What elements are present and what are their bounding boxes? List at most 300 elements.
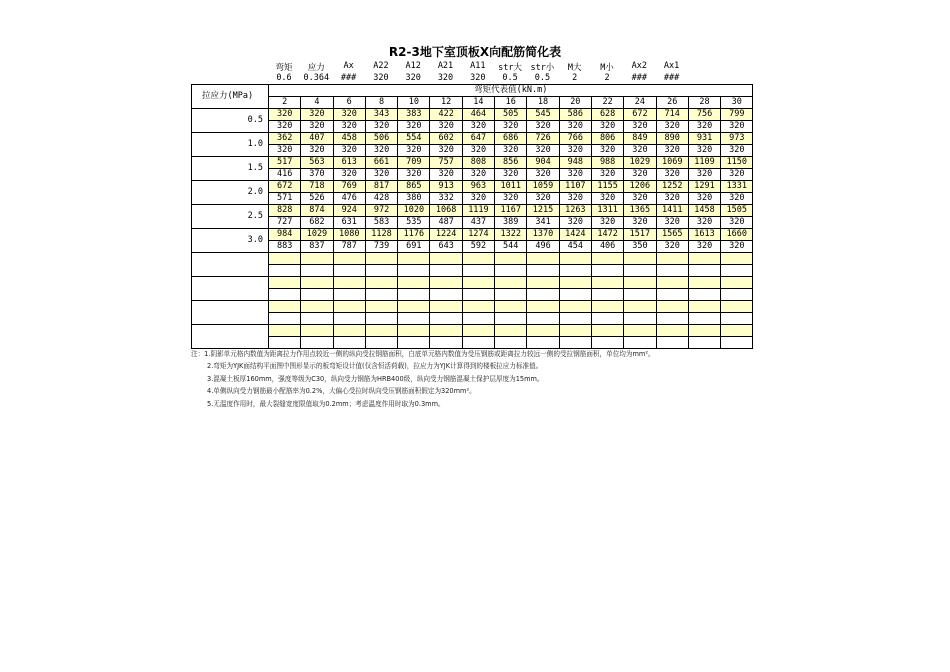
table-row [192, 229, 753, 241]
other-steel-cell: 320 [495, 145, 527, 157]
tension-steel-cell: 686 [495, 133, 527, 145]
empty-cell [624, 313, 656, 325]
other-steel-cell: 350 [624, 241, 656, 253]
tension-steel-cell: 1080 [333, 229, 365, 241]
empty-cell [591, 289, 623, 301]
other-steel-cell: 320 [624, 145, 656, 157]
empty-cell [430, 289, 462, 301]
other-steel-cell: 320 [688, 241, 720, 253]
empty-shaded-cell [721, 325, 753, 337]
empty-cell [591, 265, 623, 277]
tension-steel-cell: 1472 [591, 229, 623, 241]
other-steel-cell: 526 [301, 193, 333, 205]
tension-steel-cell: 924 [333, 205, 365, 217]
other-steel-cell: 320 [559, 217, 591, 229]
parameter-value: 0.364 [303, 73, 330, 83]
tension-steel-cell: 757 [430, 157, 462, 169]
reinforcement-table [191, 84, 753, 349]
parameter-label: Ax2 [631, 61, 647, 71]
empty-shaded-cell [559, 277, 591, 289]
empty-cell [495, 289, 527, 301]
other-steel-cell: 883 [269, 241, 301, 253]
other-steel-cell: 437 [462, 217, 494, 229]
table-row [192, 241, 753, 253]
tension-steel-cell: 407 [301, 133, 333, 145]
tension-steel-cell: 1150 [721, 157, 753, 169]
other-steel-cell: 320 [688, 193, 720, 205]
other-steel-cell: 320 [398, 121, 430, 133]
other-steel-cell: 583 [365, 217, 397, 229]
empty-shaded-cell [333, 253, 365, 265]
empty-shaded-cell [301, 301, 333, 313]
tension-steel-cell: 563 [301, 157, 333, 169]
other-steel-cell: 320 [430, 145, 462, 157]
stress-label: 2.5 [192, 205, 269, 229]
other-steel-cell: 320 [688, 169, 720, 181]
empty-cell [301, 265, 333, 277]
tension-steel-cell: 647 [462, 133, 494, 145]
other-steel-cell: 320 [721, 217, 753, 229]
tension-steel-cell: 948 [559, 157, 591, 169]
tension-steel-cell: 1263 [559, 205, 591, 217]
empty-shaded-cell [688, 325, 720, 337]
tension-steel-cell: 1011 [495, 181, 527, 193]
tension-steel-cell: 972 [365, 205, 397, 217]
parameter-value: ### [340, 73, 357, 83]
tension-steel-cell: 988 [591, 157, 623, 169]
parameter-value: 320 [405, 73, 421, 83]
other-steel-cell: 320 [333, 169, 365, 181]
empty-cell [269, 313, 301, 325]
empty-cell [398, 337, 430, 349]
stress-label-empty [192, 325, 269, 349]
empty-shaded-cell [527, 253, 559, 265]
empty-cell [430, 337, 462, 349]
parameter-label: A22 [373, 61, 389, 71]
empty-cell [333, 337, 365, 349]
empty-cell [656, 289, 688, 301]
empty-cell [495, 313, 527, 325]
other-steel-cell: 739 [365, 241, 397, 253]
empty-cell [688, 337, 720, 349]
parameter-value: 0.5 [534, 73, 551, 83]
empty-cell [269, 289, 301, 301]
tension-steel-cell: 756 [688, 109, 720, 121]
other-steel-cell: 389 [495, 217, 527, 229]
empty-cell [462, 337, 494, 349]
empty-shaded-cell [721, 253, 753, 265]
empty-shaded-cell [398, 277, 430, 289]
empty-cell [269, 265, 301, 277]
moment-header-cell: 28 [688, 97, 720, 109]
moment-header-cell: 18 [527, 97, 559, 109]
tension-steel-cell: 1274 [462, 229, 494, 241]
empty-shaded-cell [398, 253, 430, 265]
other-steel-cell: 496 [527, 241, 559, 253]
other-steel-cell: 320 [398, 169, 430, 181]
other-steel-cell: 535 [398, 217, 430, 229]
tension-steel-cell: 1068 [430, 205, 462, 217]
empty-shaded-cell [269, 325, 301, 337]
other-steel-cell: 320 [656, 217, 688, 229]
empty-cell [365, 289, 397, 301]
tension-steel-cell: 464 [462, 109, 494, 121]
tension-steel-cell: 1029 [624, 157, 656, 169]
parameter-value: 320 [437, 73, 454, 83]
empty-cell [333, 289, 365, 301]
table-row [192, 145, 753, 157]
empty-cell [624, 265, 656, 277]
other-steel-cell: 544 [495, 241, 527, 253]
table-row [192, 193, 753, 205]
empty-shaded-cell [688, 301, 720, 313]
empty-cell [656, 337, 688, 349]
table-row [192, 121, 753, 133]
other-steel-cell: 320 [688, 217, 720, 229]
moment-header-cell: 2 [269, 97, 301, 109]
parameter-value: 0.5 [502, 73, 518, 83]
tension-steel-cell: 806 [591, 133, 623, 145]
empty-cell [688, 265, 720, 277]
other-steel-cell: 320 [721, 169, 753, 181]
empty-shaded-cell [269, 301, 301, 313]
other-steel-cell: 320 [269, 121, 301, 133]
other-steel-cell: 454 [559, 241, 591, 253]
other-steel-cell: 320 [721, 241, 753, 253]
table-row [192, 181, 753, 193]
empty-shaded-cell [591, 325, 623, 337]
tension-steel-cell: 874 [301, 205, 333, 217]
empty-shaded-cell [495, 253, 527, 265]
empty-cell [721, 289, 753, 301]
tension-steel-cell: 709 [398, 157, 430, 169]
tension-steel-cell: 613 [333, 157, 365, 169]
tension-steel-cell: 1291 [688, 181, 720, 193]
other-steel-cell: 320 [527, 121, 559, 133]
parameter-label: M小 [600, 63, 614, 73]
moment-header-cell: 24 [624, 97, 656, 109]
empty-shaded-cell [591, 253, 623, 265]
tension-steel-cell: 1458 [688, 205, 720, 217]
other-steel-cell: 682 [301, 217, 333, 229]
empty-cell [462, 289, 494, 301]
other-steel-cell: 320 [559, 193, 591, 205]
table-row [192, 157, 753, 169]
tension-steel-cell: 1029 [301, 229, 333, 241]
tension-steel-cell: 628 [591, 109, 623, 121]
empty-shaded-cell [430, 277, 462, 289]
tension-steel-cell: 1365 [624, 205, 656, 217]
notes-block [191, 348, 655, 410]
other-steel-cell: 320 [721, 121, 753, 133]
other-steel-cell: 380 [398, 193, 430, 205]
empty-shaded-cell [624, 253, 656, 265]
tension-steel-cell: 849 [624, 133, 656, 145]
empty-shaded-cell [333, 325, 365, 337]
empty-cell [721, 265, 753, 277]
other-steel-cell: 320 [462, 193, 494, 205]
tension-steel-cell: 865 [398, 181, 430, 193]
parameter-value: 320 [470, 73, 486, 83]
tension-steel-cell: 904 [527, 157, 559, 169]
empty-cell [269, 337, 301, 349]
moment-header-cell: 4 [301, 97, 333, 109]
empty-shaded-cell [527, 301, 559, 313]
other-steel-cell: 370 [301, 169, 333, 181]
other-steel-cell: 332 [430, 193, 462, 205]
tension-steel-cell: 320 [301, 109, 333, 121]
other-steel-cell: 320 [365, 169, 397, 181]
tension-steel-cell: 766 [559, 133, 591, 145]
table-row [192, 109, 753, 121]
other-steel-cell: 476 [333, 193, 365, 205]
moment-header-cell: 22 [591, 97, 623, 109]
tension-steel-cell: 973 [721, 133, 753, 145]
other-steel-cell: 643 [430, 241, 462, 253]
tension-steel-cell: 1206 [624, 181, 656, 193]
other-steel-cell: 320 [333, 121, 365, 133]
table-row [192, 217, 753, 229]
parameter-value: ### [631, 73, 647, 83]
tension-steel-cell: 726 [527, 133, 559, 145]
tension-steel-cell: 799 [721, 109, 753, 121]
empty-shaded-cell [559, 301, 591, 313]
empty-shaded-cell [624, 277, 656, 289]
empty-cell [721, 313, 753, 325]
other-steel-cell: 320 [430, 169, 462, 181]
other-steel-cell: 406 [591, 241, 623, 253]
tension-steel-cell: 1059 [527, 181, 559, 193]
tension-steel-cell: 1331 [721, 181, 753, 193]
parameter-label: M大 [567, 63, 582, 73]
tension-steel-cell: 1613 [688, 229, 720, 241]
empty-shaded-cell [301, 325, 333, 337]
table-row [192, 133, 753, 145]
stress-label-empty [192, 301, 269, 325]
empty-cell [333, 313, 365, 325]
empty-shaded-cell [559, 253, 591, 265]
moment-header-cell: 26 [656, 97, 688, 109]
tension-steel-cell: 1155 [591, 181, 623, 193]
parameter-value: 0.6 [276, 73, 292, 83]
tension-steel-cell: 586 [559, 109, 591, 121]
tension-steel-cell: 602 [430, 133, 462, 145]
other-steel-cell: 571 [269, 193, 301, 205]
other-steel-cell: 320 [365, 145, 397, 157]
parameter-label: Ax1 [663, 61, 680, 71]
other-steel-cell: 320 [462, 145, 494, 157]
empty-shaded-cell [591, 301, 623, 313]
empty-cell [624, 289, 656, 301]
empty-cell [624, 337, 656, 349]
tension-steel-cell: 1505 [721, 205, 753, 217]
tension-steel-cell: 1411 [656, 205, 688, 217]
tension-steel-cell: 1565 [656, 229, 688, 241]
empty-shaded-cell [269, 253, 301, 265]
column-header: 弯矩代表值(kN.m) [269, 85, 753, 97]
empty-cell [301, 337, 333, 349]
table-row [192, 169, 753, 181]
other-steel-cell: 320 [721, 145, 753, 157]
other-steel-cell: 320 [591, 121, 623, 133]
other-steel-cell: 428 [365, 193, 397, 205]
row-header: 拉应力(MPa) [192, 85, 269, 109]
tension-steel-cell: 1517 [624, 229, 656, 241]
empty-cell [688, 289, 720, 301]
other-steel-cell: 320 [333, 145, 365, 157]
empty-shaded-cell [495, 277, 527, 289]
other-steel-cell: 487 [430, 217, 462, 229]
tension-steel-cell: 1322 [495, 229, 527, 241]
other-steel-cell: 320 [527, 169, 559, 181]
empty-cell [559, 337, 591, 349]
other-steel-cell: 320 [688, 145, 720, 157]
empty-cell [527, 313, 559, 325]
empty-shaded-cell [495, 301, 527, 313]
empty-shaded-cell [365, 253, 397, 265]
empty-cell [398, 313, 430, 325]
empty-cell [688, 313, 720, 325]
moment-header-cell: 14 [462, 97, 494, 109]
empty-cell [495, 265, 527, 277]
empty-shaded-cell [333, 301, 365, 313]
tension-steel-cell: 554 [398, 133, 430, 145]
tension-steel-cell: 931 [688, 133, 720, 145]
empty-shaded-cell [559, 325, 591, 337]
empty-shaded-cell [591, 277, 623, 289]
parameter-value: 320 [373, 73, 389, 83]
empty-shaded-cell [495, 325, 527, 337]
stress-label: 1.5 [192, 157, 269, 181]
other-steel-cell: 320 [462, 121, 494, 133]
tension-steel-cell: 817 [365, 181, 397, 193]
other-steel-cell: 787 [333, 241, 365, 253]
other-steel-cell: 320 [495, 193, 527, 205]
other-steel-cell: 320 [656, 193, 688, 205]
empty-cell [365, 337, 397, 349]
empty-cell [591, 337, 623, 349]
parameter-label: A12 [405, 61, 421, 71]
other-steel-cell: 320 [527, 145, 559, 157]
other-steel-cell: 320 [721, 193, 753, 205]
tension-steel-cell: 320 [269, 109, 301, 121]
other-steel-cell: 631 [333, 217, 365, 229]
parameter-label: str小 [530, 63, 555, 73]
empty-cell [656, 265, 688, 277]
empty-shaded-cell [398, 301, 430, 313]
other-steel-cell: 320 [624, 121, 656, 133]
other-steel-cell: 416 [269, 169, 301, 181]
empty-cell [527, 337, 559, 349]
tension-steel-cell: 545 [527, 109, 559, 121]
tension-steel-cell: 1311 [591, 205, 623, 217]
tension-steel-cell: 808 [462, 157, 494, 169]
tension-steel-cell: 1224 [430, 229, 462, 241]
other-steel-cell: 320 [591, 145, 623, 157]
tension-steel-cell: 1069 [656, 157, 688, 169]
other-steel-cell: 320 [656, 121, 688, 133]
parameter-label: A21 [437, 61, 454, 71]
empty-shaded-cell [462, 325, 494, 337]
parameter-value: ### [663, 73, 680, 83]
empty-cell [559, 313, 591, 325]
parameter-label: str大 [498, 63, 523, 73]
empty-cell [559, 265, 591, 277]
tension-steel-cell: 672 [624, 109, 656, 121]
tension-steel-cell: 672 [269, 181, 301, 193]
empty-shaded-cell [656, 325, 688, 337]
other-steel-cell: 320 [365, 121, 397, 133]
tension-steel-cell: 984 [269, 229, 301, 241]
tension-steel-cell: 890 [656, 133, 688, 145]
empty-cell [365, 265, 397, 277]
other-steel-cell: 837 [301, 241, 333, 253]
other-steel-cell: 320 [624, 193, 656, 205]
empty-shaded-cell [688, 277, 720, 289]
tension-steel-cell: 1128 [365, 229, 397, 241]
stress-label-empty [192, 253, 269, 277]
tension-steel-cell: 828 [269, 205, 301, 217]
tension-steel-cell: 714 [656, 109, 688, 121]
tension-steel-cell: 1370 [527, 229, 559, 241]
other-steel-cell: 320 [559, 121, 591, 133]
empty-shaded-cell [527, 325, 559, 337]
empty-shaded-cell [398, 325, 430, 337]
other-steel-cell: 320 [656, 145, 688, 157]
note-line: 4.单侧纵向受力钢筋最小配筋率为0.2%，大偏心受拉时纵向受压钢筋面积假定为320mm²。 [207, 387, 476, 396]
empty-cell [301, 313, 333, 325]
parameter-label: Ax [343, 61, 354, 71]
tension-steel-cell: 718 [301, 181, 333, 193]
other-steel-cell: 320 [591, 217, 623, 229]
moment-header-cell: 8 [365, 97, 397, 109]
stress-label: 1.0 [192, 133, 269, 157]
moment-header-cell: 12 [430, 97, 462, 109]
parameter-value: 2 [572, 73, 578, 83]
empty-shaded-cell [301, 253, 333, 265]
other-steel-cell: 341 [527, 217, 559, 229]
tension-steel-cell: 769 [333, 181, 365, 193]
tension-steel-cell: 1424 [559, 229, 591, 241]
other-steel-cell: 320 [656, 241, 688, 253]
parameter-label: 弯矩 [275, 63, 293, 73]
moment-header-cell: 30 [721, 97, 753, 109]
tension-steel-cell: 383 [398, 109, 430, 121]
empty-shaded-cell [333, 277, 365, 289]
empty-shaded-cell [430, 253, 462, 265]
tension-steel-cell: 1119 [462, 205, 494, 217]
other-steel-cell: 320 [591, 169, 623, 181]
tension-steel-cell: 1660 [721, 229, 753, 241]
moment-header-cell: 16 [495, 97, 527, 109]
empty-shaded-cell [430, 301, 462, 313]
other-steel-cell: 320 [591, 193, 623, 205]
empty-cell [430, 265, 462, 277]
other-steel-cell: 691 [398, 241, 430, 253]
other-steel-cell: 320 [495, 169, 527, 181]
empty-shaded-cell [365, 325, 397, 337]
tension-steel-cell: 1107 [559, 181, 591, 193]
other-steel-cell: 320 [559, 145, 591, 157]
empty-cell [495, 337, 527, 349]
tension-steel-cell: 856 [495, 157, 527, 169]
stress-label-empty [192, 277, 269, 301]
empty-cell [656, 313, 688, 325]
other-steel-cell: 320 [430, 121, 462, 133]
tension-steel-cell: 505 [495, 109, 527, 121]
tension-steel-cell: 1020 [398, 205, 430, 217]
moment-header-cell: 6 [333, 97, 365, 109]
